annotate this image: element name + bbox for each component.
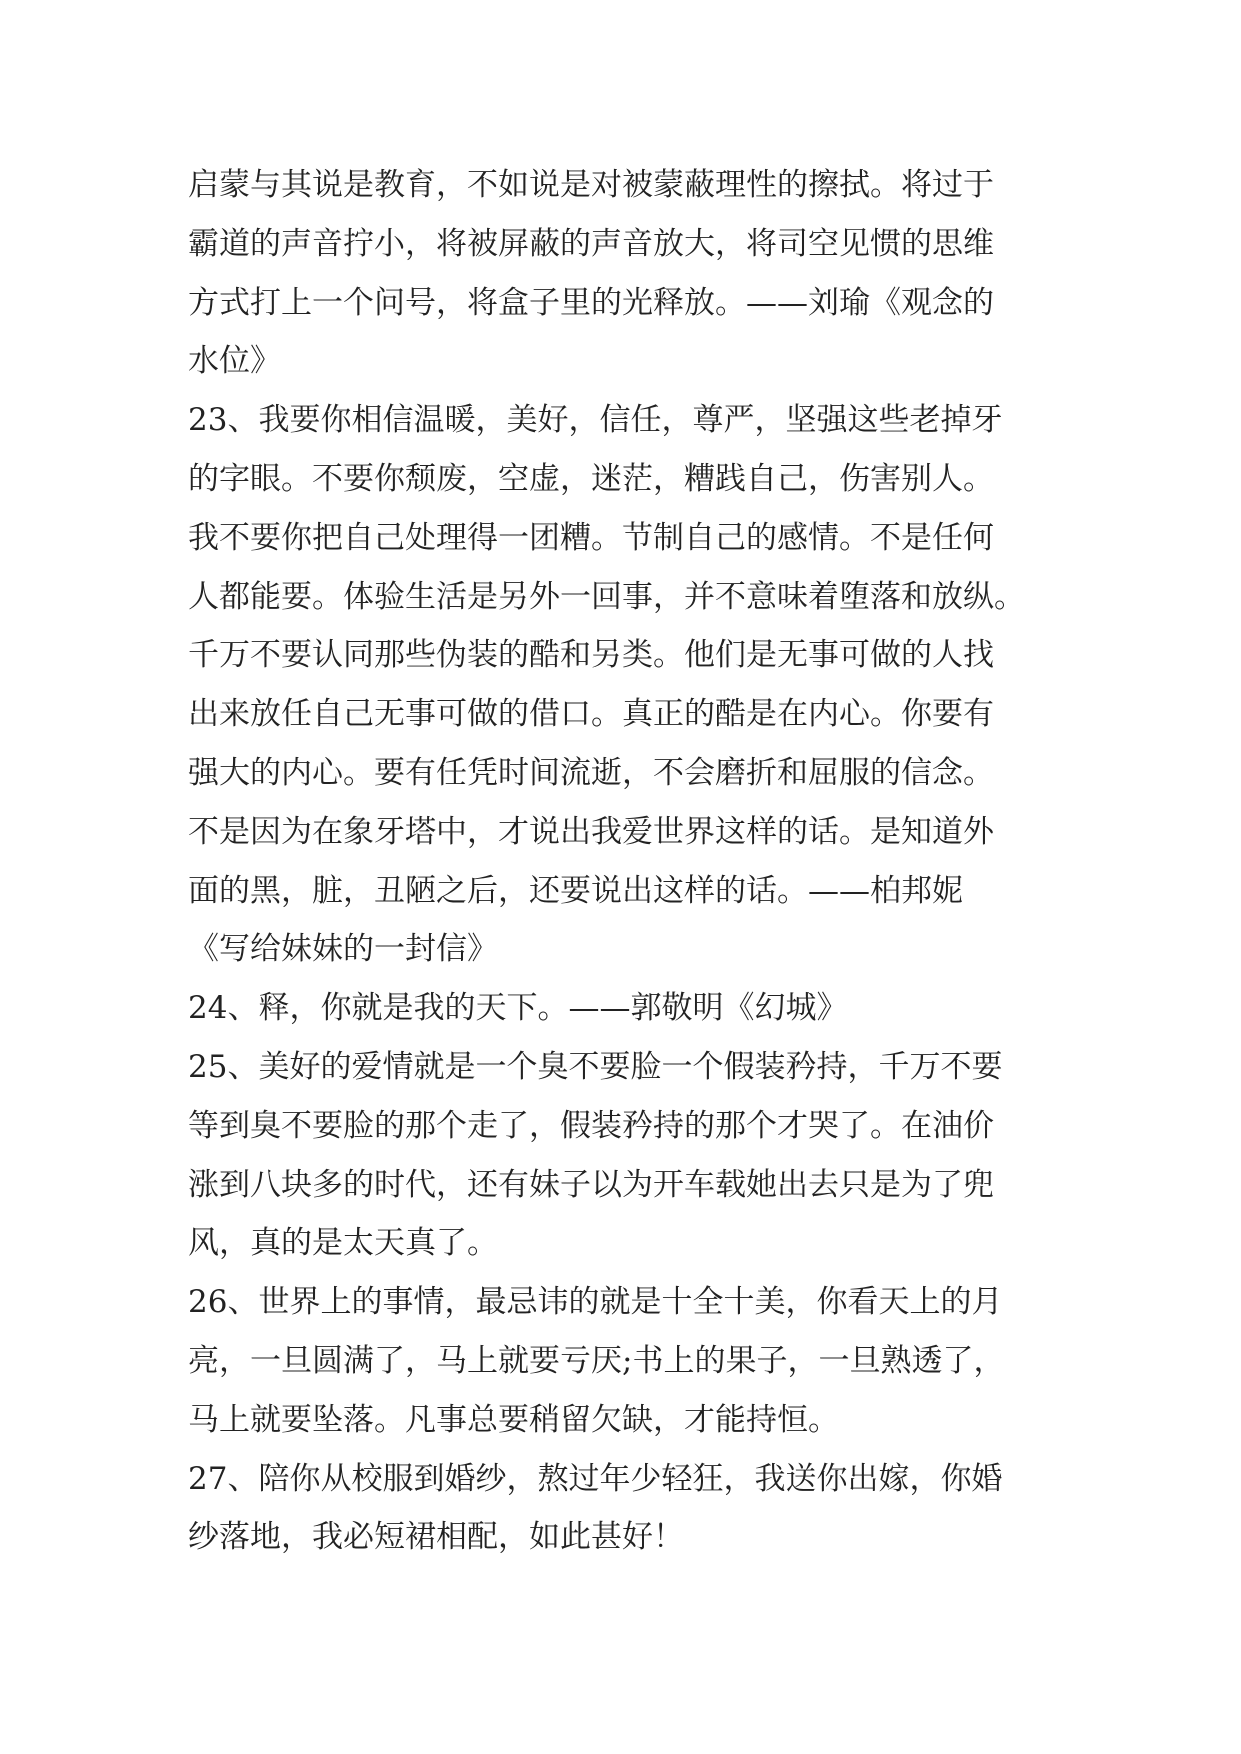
text-line: 千万不要认同那些伪装的酷和另类。他们是无事可做的人找	[188, 637, 994, 674]
text-line: 不是因为在象牙塔中，才说出我爱世界这样的话。是知道外	[188, 813, 994, 850]
text-line: 亮，一旦圆满了，马上就要亏厌;书上的果子，一旦熟透了，	[188, 1342, 1005, 1379]
text-line: 我不要你把自己处理得一团糟。节制自己的感情。不是任何	[188, 519, 994, 556]
text-line: 25、美好的爱情就是一个臭不要脸一个假装矜持，千万不要	[188, 1048, 1003, 1085]
text-line: 人都能要。体验生活是另外一回事，并不意味着堕落和放纵。	[188, 578, 1025, 615]
document-body	[188, 156, 1058, 1567]
text-line: 26、世界上的事情，最忌讳的就是十全十美，你看天上的月	[188, 1284, 1003, 1321]
text-line: 面的黑，脏，丑陋之后，还要说出这样的话。——柏邦妮	[188, 872, 963, 909]
text-line: 24、释，你就是我的天下。——郭敬明《幻城》	[188, 990, 848, 1027]
text-line: 方式打上一个问号，将盒子里的光释放。——刘瑜《观念的	[188, 284, 994, 321]
text-line: 《写给妹妹的一封信》	[188, 931, 498, 968]
text-line: 的字眼。不要你颓废，空虚，迷茫，糟践自己，伤害别人。	[188, 460, 994, 497]
text-line: 风，真的是太天真了。	[188, 1225, 498, 1262]
text-line: 水位》	[188, 343, 281, 380]
text-line: 等到臭不要脸的那个走了，假装矜持的那个才哭了。在油价	[188, 1107, 994, 1144]
text-line: 强大的内心。要有任凭时间流逝，不会磨折和屈服的信念。	[188, 754, 994, 791]
text-line: 27、陪你从校服到婚纱，熬过年少轻狂，我送你出嫁，你婚	[188, 1460, 1003, 1497]
text-line: 23、我要你相信温暖，美好，信任，尊严，坚强这些老掉牙	[188, 402, 1003, 439]
text-line: 马上就要坠落。凡事总要稍留欠缺，才能持恒。	[188, 1401, 839, 1438]
text-line: 霸道的声音拧小，将被屏蔽的声音放大，将司空见惯的思维	[188, 225, 994, 262]
text-line: 启蒙与其说是教育，不如说是对被蒙蔽理性的擦拭。将过于	[188, 167, 994, 203]
text-line: 涨到八块多的时代，还有妹子以为开车载她出去只是为了兜	[188, 1166, 994, 1203]
text-line: 纱落地，我必短裙相配，如此甚好！	[188, 1519, 684, 1556]
text-line: 出来放任自己无事可做的借口。真正的酷是在内心。你要有	[188, 696, 994, 733]
